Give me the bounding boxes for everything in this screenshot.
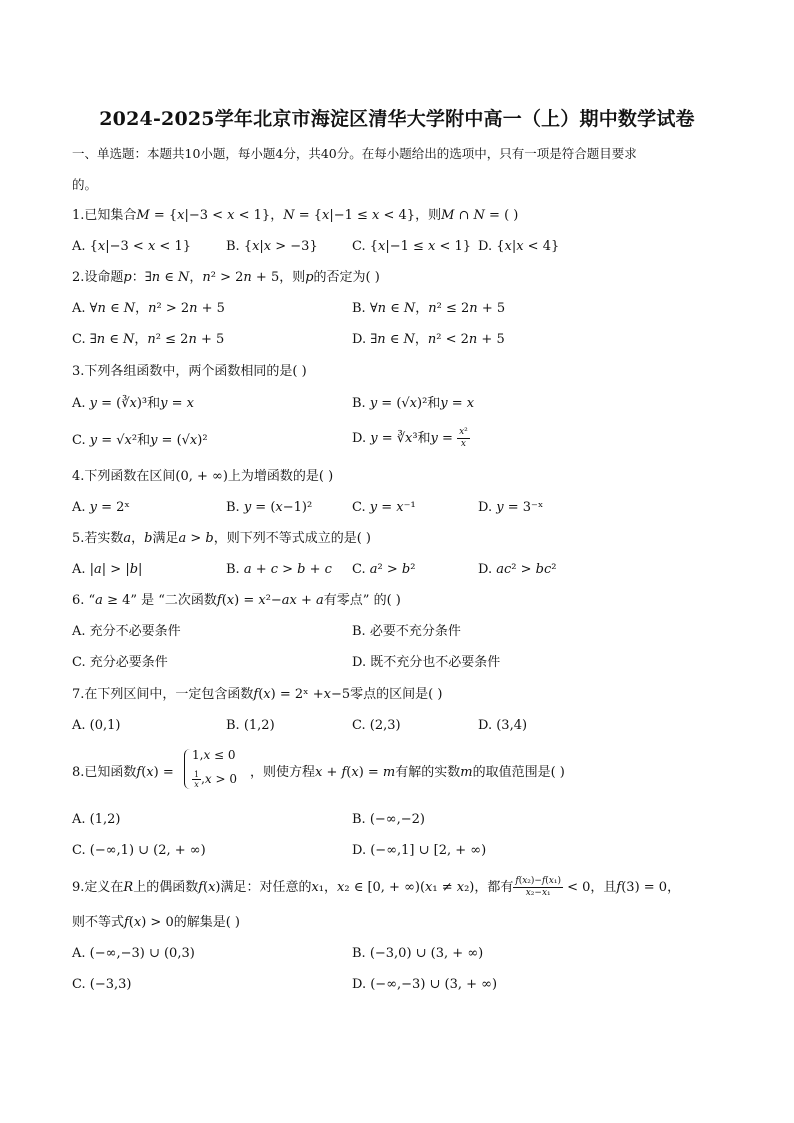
question-7: 7.在下列区间中，一定包含函数𝑓(𝑥) = 2ˣ +𝑥−5零点的区间是( ): [72, 687, 443, 702]
case2-fraction: [192, 770, 201, 789]
q6-option-a[interactable]: A. 充分不必要条件: [72, 624, 181, 639]
q9-option-b[interactable]: B. (−3,0) ∪ (3, + ∞): [352, 946, 484, 961]
q2-option-d[interactable]: D. ∃𝑛 ∈ 𝑁，𝑛² < 2𝑛 + 5: [352, 332, 505, 347]
question-9-text-tail: < 0，且𝑓(3) = 0，: [563, 880, 681, 895]
question-8: [72, 746, 712, 794]
q5-option-b[interactable]: B. 𝑎 + 𝑐 > 𝑏 + 𝑐: [226, 562, 332, 577]
question-2: 2.设命题𝑝：∃𝑛 ∈ 𝑁，𝑛² > 2𝑛 + 5，则𝑝的否定为( ): [72, 270, 380, 285]
q9-option-a[interactable]: A. (−∞,−3) ∪ (0,3): [72, 946, 195, 961]
frac-numerator: 𝑓(𝑥₂)−𝑓(𝑥₁): [515, 876, 561, 886]
q4-option-b[interactable]: B. 𝑦 = (𝑥−1)²: [226, 500, 313, 515]
q7-option-d[interactable]: D. (3,4): [478, 718, 528, 733]
question-8-rest: ，则使方程𝑥 + 𝑓(𝑥) = 𝑚有解的实数𝑚的取值范围是( ): [250, 765, 565, 780]
section-instructions: 一、单选题：本题共10小题，每小题4分，共40分。在每小题给出的选项中，只有一项是符合题目要求: [72, 146, 637, 161]
q4-option-c[interactable]: C. 𝑦 = 𝑥⁻¹: [352, 500, 416, 515]
q1-option-d[interactable]: D. {𝑥|𝑥 < 4}: [478, 239, 560, 254]
piecewise-case-1: 1,𝑥 ≤ 0: [192, 748, 236, 762]
frac-denominator: 𝑥: [460, 439, 466, 449]
q5-option-d[interactable]: D. 𝑎𝑐² > 𝑏𝑐²: [478, 562, 557, 577]
q9-option-c[interactable]: C. (−3,3): [72, 977, 132, 992]
q9-option-d[interactable]: D. (−∞,−3) ∪ (3, + ∞): [352, 977, 498, 992]
question-5: 5.若实数𝑎，𝑏满足𝑎 > 𝑏，则下列不等式成立的是( ): [72, 531, 371, 546]
q8-option-b[interactable]: B. (−∞,−2): [352, 812, 425, 827]
q6-option-c[interactable]: C. 充分必要条件: [72, 655, 168, 670]
question-9-cont: 则不等式𝑓(𝑥) > 0的解集是( ): [72, 915, 240, 930]
question-9-text: 9.定义在𝑅上的偶函数𝑓(𝑥)满足：对任意的𝑥₁，𝑥₂ ∈ [0, + ∞)(𝑥₁ ≠ 𝑥₂)，都有: [72, 880, 514, 895]
frac-numerator: 𝑥²: [459, 427, 468, 437]
q8-option-c[interactable]: C. (−∞,1) ∪ (2, + ∞): [72, 843, 206, 858]
question-4: 4.下列函数在区间(0, + ∞)上为增函数的是( ): [72, 469, 334, 484]
question-1: 1.已知集合𝑀 = {𝑥|−3 < 𝑥 < 1}，𝑁 = {𝑥|−1 ≤ 𝑥 < 4}，则𝑀 ∩ 𝑁 = ( ): [72, 208, 519, 223]
page-title: 2024-2025学年北京市海淀区清华大学附中高一（上）期中数学试卷: [99, 108, 695, 130]
q5-option-a[interactable]: A. |𝑎| > |𝑏|: [72, 562, 143, 577]
q8-option-a[interactable]: A. (1,2): [72, 812, 121, 827]
piecewise-case-2: [192, 770, 237, 789]
q1-option-c[interactable]: C. {𝑥|−1 ≤ 𝑥 < 1}: [352, 239, 472, 254]
q3-option-c[interactable]: C. 𝑦 = √𝑥²和𝑦 = (√𝑥)²: [72, 433, 208, 448]
q2-option-b[interactable]: B. ∀𝑛 ∈ 𝑁，𝑛² ≤ 2𝑛 + 5: [352, 301, 506, 316]
q1-option-b[interactable]: B. {𝑥|𝑥 > −3}: [226, 239, 318, 254]
q3-option-b[interactable]: B. 𝑦 = (√𝑥)²和𝑦 = 𝑥: [352, 396, 475, 411]
q7-option-b[interactable]: B. (1,2): [226, 718, 275, 733]
frac-denominator: 𝑥: [194, 780, 199, 789]
q7-option-c[interactable]: C. (2,3): [352, 718, 401, 733]
q5-option-c[interactable]: C. 𝑎² > 𝑏²: [352, 562, 416, 577]
q7-option-a[interactable]: A. (0,1): [72, 718, 121, 733]
q4-option-d[interactable]: D. 𝑦 = 3⁻ˣ: [478, 500, 544, 515]
case2-condition: ,𝑥 > 0: [201, 772, 237, 786]
q2-option-a[interactable]: A. ∀𝑛 ∈ 𝑁，𝑛² > 2𝑛 + 5: [72, 301, 225, 316]
q3-option-d-fraction: [457, 427, 470, 450]
q1-option-a[interactable]: A. {𝑥|−3 < 𝑥 < 1}: [72, 239, 191, 254]
q3-option-d[interactable]: [352, 427, 470, 450]
q2-option-c[interactable]: C. ∃𝑛 ∈ 𝑁，𝑛² ≤ 2𝑛 + 5: [72, 332, 225, 347]
q3-option-a[interactable]: A. 𝑦 = (∛𝑥)³和𝑦 = 𝑥: [72, 396, 194, 411]
q6-option-b[interactable]: B. 必要不充分条件: [352, 624, 461, 639]
q4-option-a[interactable]: A. 𝑦 = 2ˣ: [72, 500, 130, 515]
section-instructions-cont: 的。: [72, 177, 98, 192]
q3-option-d-text: D. 𝑦 = ∛𝑥³和𝑦 =: [352, 431, 458, 446]
question-8-label: 8.已知函数𝑓(𝑥) =: [72, 765, 174, 780]
frac-denominator: 𝑥₂−𝑥₁: [525, 888, 551, 898]
question-6: 6. “𝑎 ≥ 4” 是 “二次函数𝑓(𝑥) = 𝑥²−𝑎𝑥 + 𝑎有零点” 的( ): [72, 593, 401, 608]
question-9-fraction: [513, 876, 563, 899]
question-3: 3.下列各组函数中，两个函数相同的是( ): [72, 364, 307, 379]
question-9: [72, 876, 680, 899]
q6-option-d[interactable]: D. 既不充分也不必要条件: [352, 655, 501, 670]
frac-numerator: 1: [194, 770, 200, 779]
q8-option-d[interactable]: D. (−∞,1] ∪ [2, + ∞): [352, 843, 487, 858]
